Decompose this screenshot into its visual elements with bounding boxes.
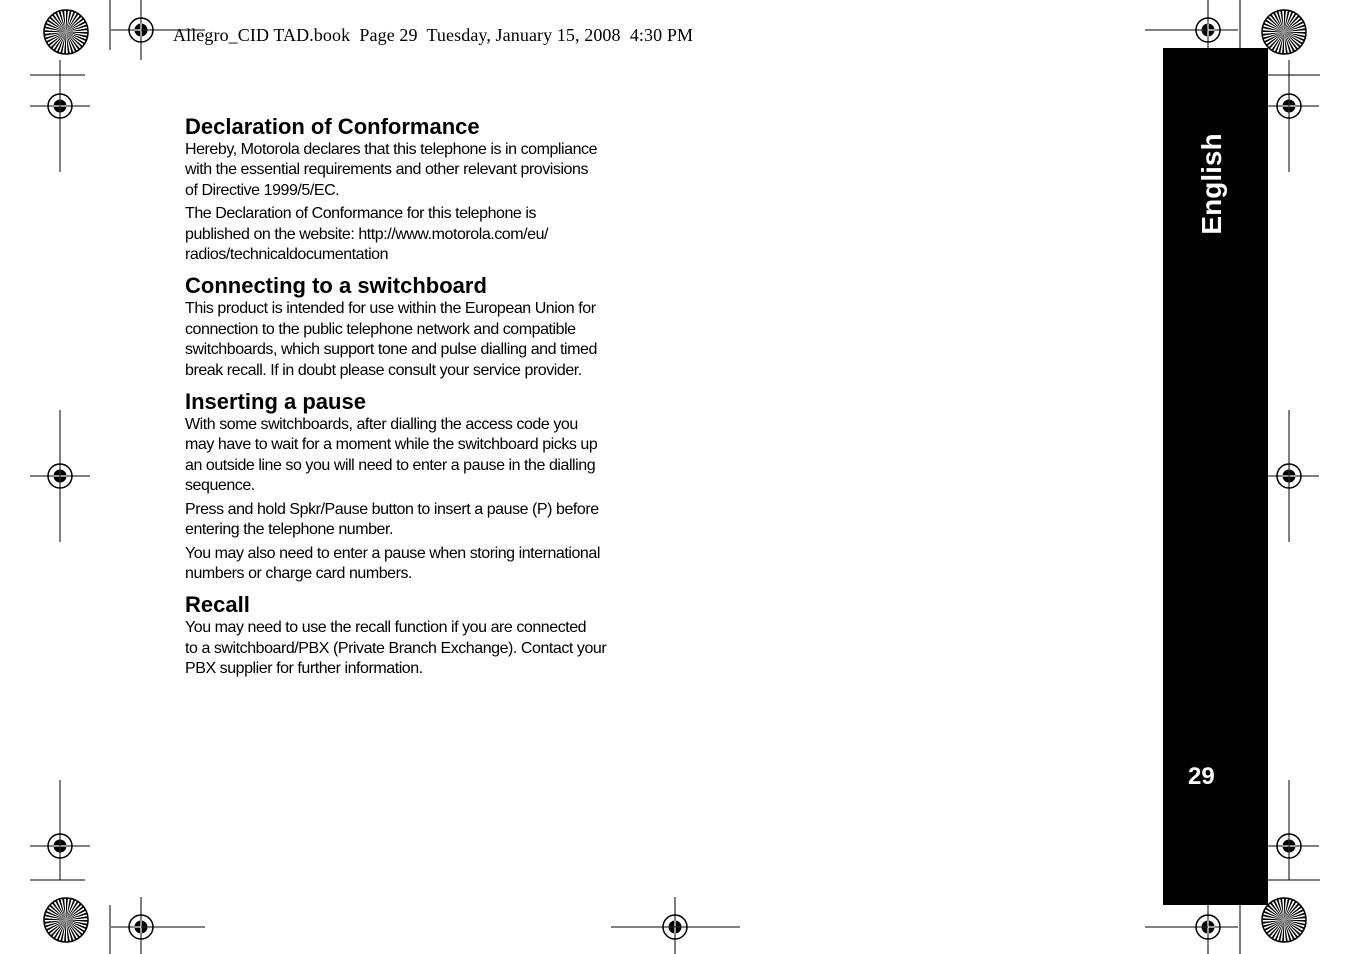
content-column xyxy=(185,114,643,688)
text-line: published on the website: http://www.motorola.com/eu/ xyxy=(185,225,549,243)
text-line: break recall. If in doubt please consult your service provider. xyxy=(185,361,582,379)
section-title: Connecting to a switchboard xyxy=(185,273,487,299)
text-line: Press and hold Spkr/Pause button to insert a pause (P) before xyxy=(185,500,599,518)
registration-mark xyxy=(1259,76,1319,136)
text-line: Hereby, Motorola declares that this telephone is in compliance xyxy=(185,141,598,158)
paragraph xyxy=(185,415,643,497)
text-line: an outside line so you will need to enter a pause in the dialling xyxy=(185,456,596,474)
paragraph xyxy=(185,140,643,201)
registration-mark xyxy=(1259,446,1319,506)
paragraph xyxy=(185,204,643,265)
text-line: switchboards, which support tone and pulse dialling and timed xyxy=(185,341,597,359)
registration-mark xyxy=(30,76,90,136)
text-line: numbers or charge card numbers. xyxy=(185,564,413,582)
paragraph xyxy=(185,500,643,541)
section-title: Inserting a pause xyxy=(185,389,366,415)
registration-mark xyxy=(111,0,171,60)
registration-mark xyxy=(30,446,90,506)
paragraph xyxy=(185,299,643,381)
text-line: PBX supplier for further information. xyxy=(185,660,423,678)
text-line: connection to the public telephone network and compatible xyxy=(185,320,576,338)
text-line: with the essential requirements and other relevant provisions xyxy=(185,161,589,179)
text-line: This product is intended for use within the European Union for xyxy=(185,300,596,318)
text-line: radios/technicaldocumentation xyxy=(185,246,389,264)
paragraph xyxy=(185,618,643,679)
language-tab-label: English xyxy=(1196,133,1227,235)
section xyxy=(185,114,643,265)
registration-mark xyxy=(645,897,705,954)
text-line: to a switchboard/PBX (Private Branch Exchange). Contact your xyxy=(185,639,607,657)
registration-mark xyxy=(111,897,171,954)
registration-mark xyxy=(1259,816,1319,876)
text-line: You may need to use the recall function if you are connected xyxy=(185,619,587,637)
starburst-target xyxy=(1262,898,1306,942)
page-number: 29 xyxy=(1188,763,1215,790)
paragraph xyxy=(185,544,643,585)
text-line: entering the telephone number. xyxy=(185,521,394,539)
text-line: may have to wait for a moment while the switchboard picks up xyxy=(185,436,598,454)
registration-mark xyxy=(30,816,90,876)
starburst-target xyxy=(1262,10,1306,54)
text-line: of Directive 1999/5/EC. xyxy=(185,181,340,199)
section xyxy=(185,273,643,381)
starburst-target xyxy=(44,10,88,54)
section xyxy=(185,592,643,679)
registration-mark xyxy=(1178,897,1238,954)
starburst-target xyxy=(44,898,88,942)
section-title: Declaration of Conformance xyxy=(185,114,480,139)
section-title: Recall xyxy=(185,592,250,618)
text-line: The Declaration of Conformance for this telephone is xyxy=(185,205,537,223)
text-line: You may also need to enter a pause when storing international xyxy=(185,544,600,562)
section xyxy=(185,389,643,584)
print-header: Allegro_CID TAD.book Page 29 Tuesday, January 15, 2008 4:30 PM xyxy=(173,25,694,45)
text-line: With some switchboards, after dialling the access code you xyxy=(185,416,578,434)
text-line: sequence. xyxy=(185,477,255,495)
